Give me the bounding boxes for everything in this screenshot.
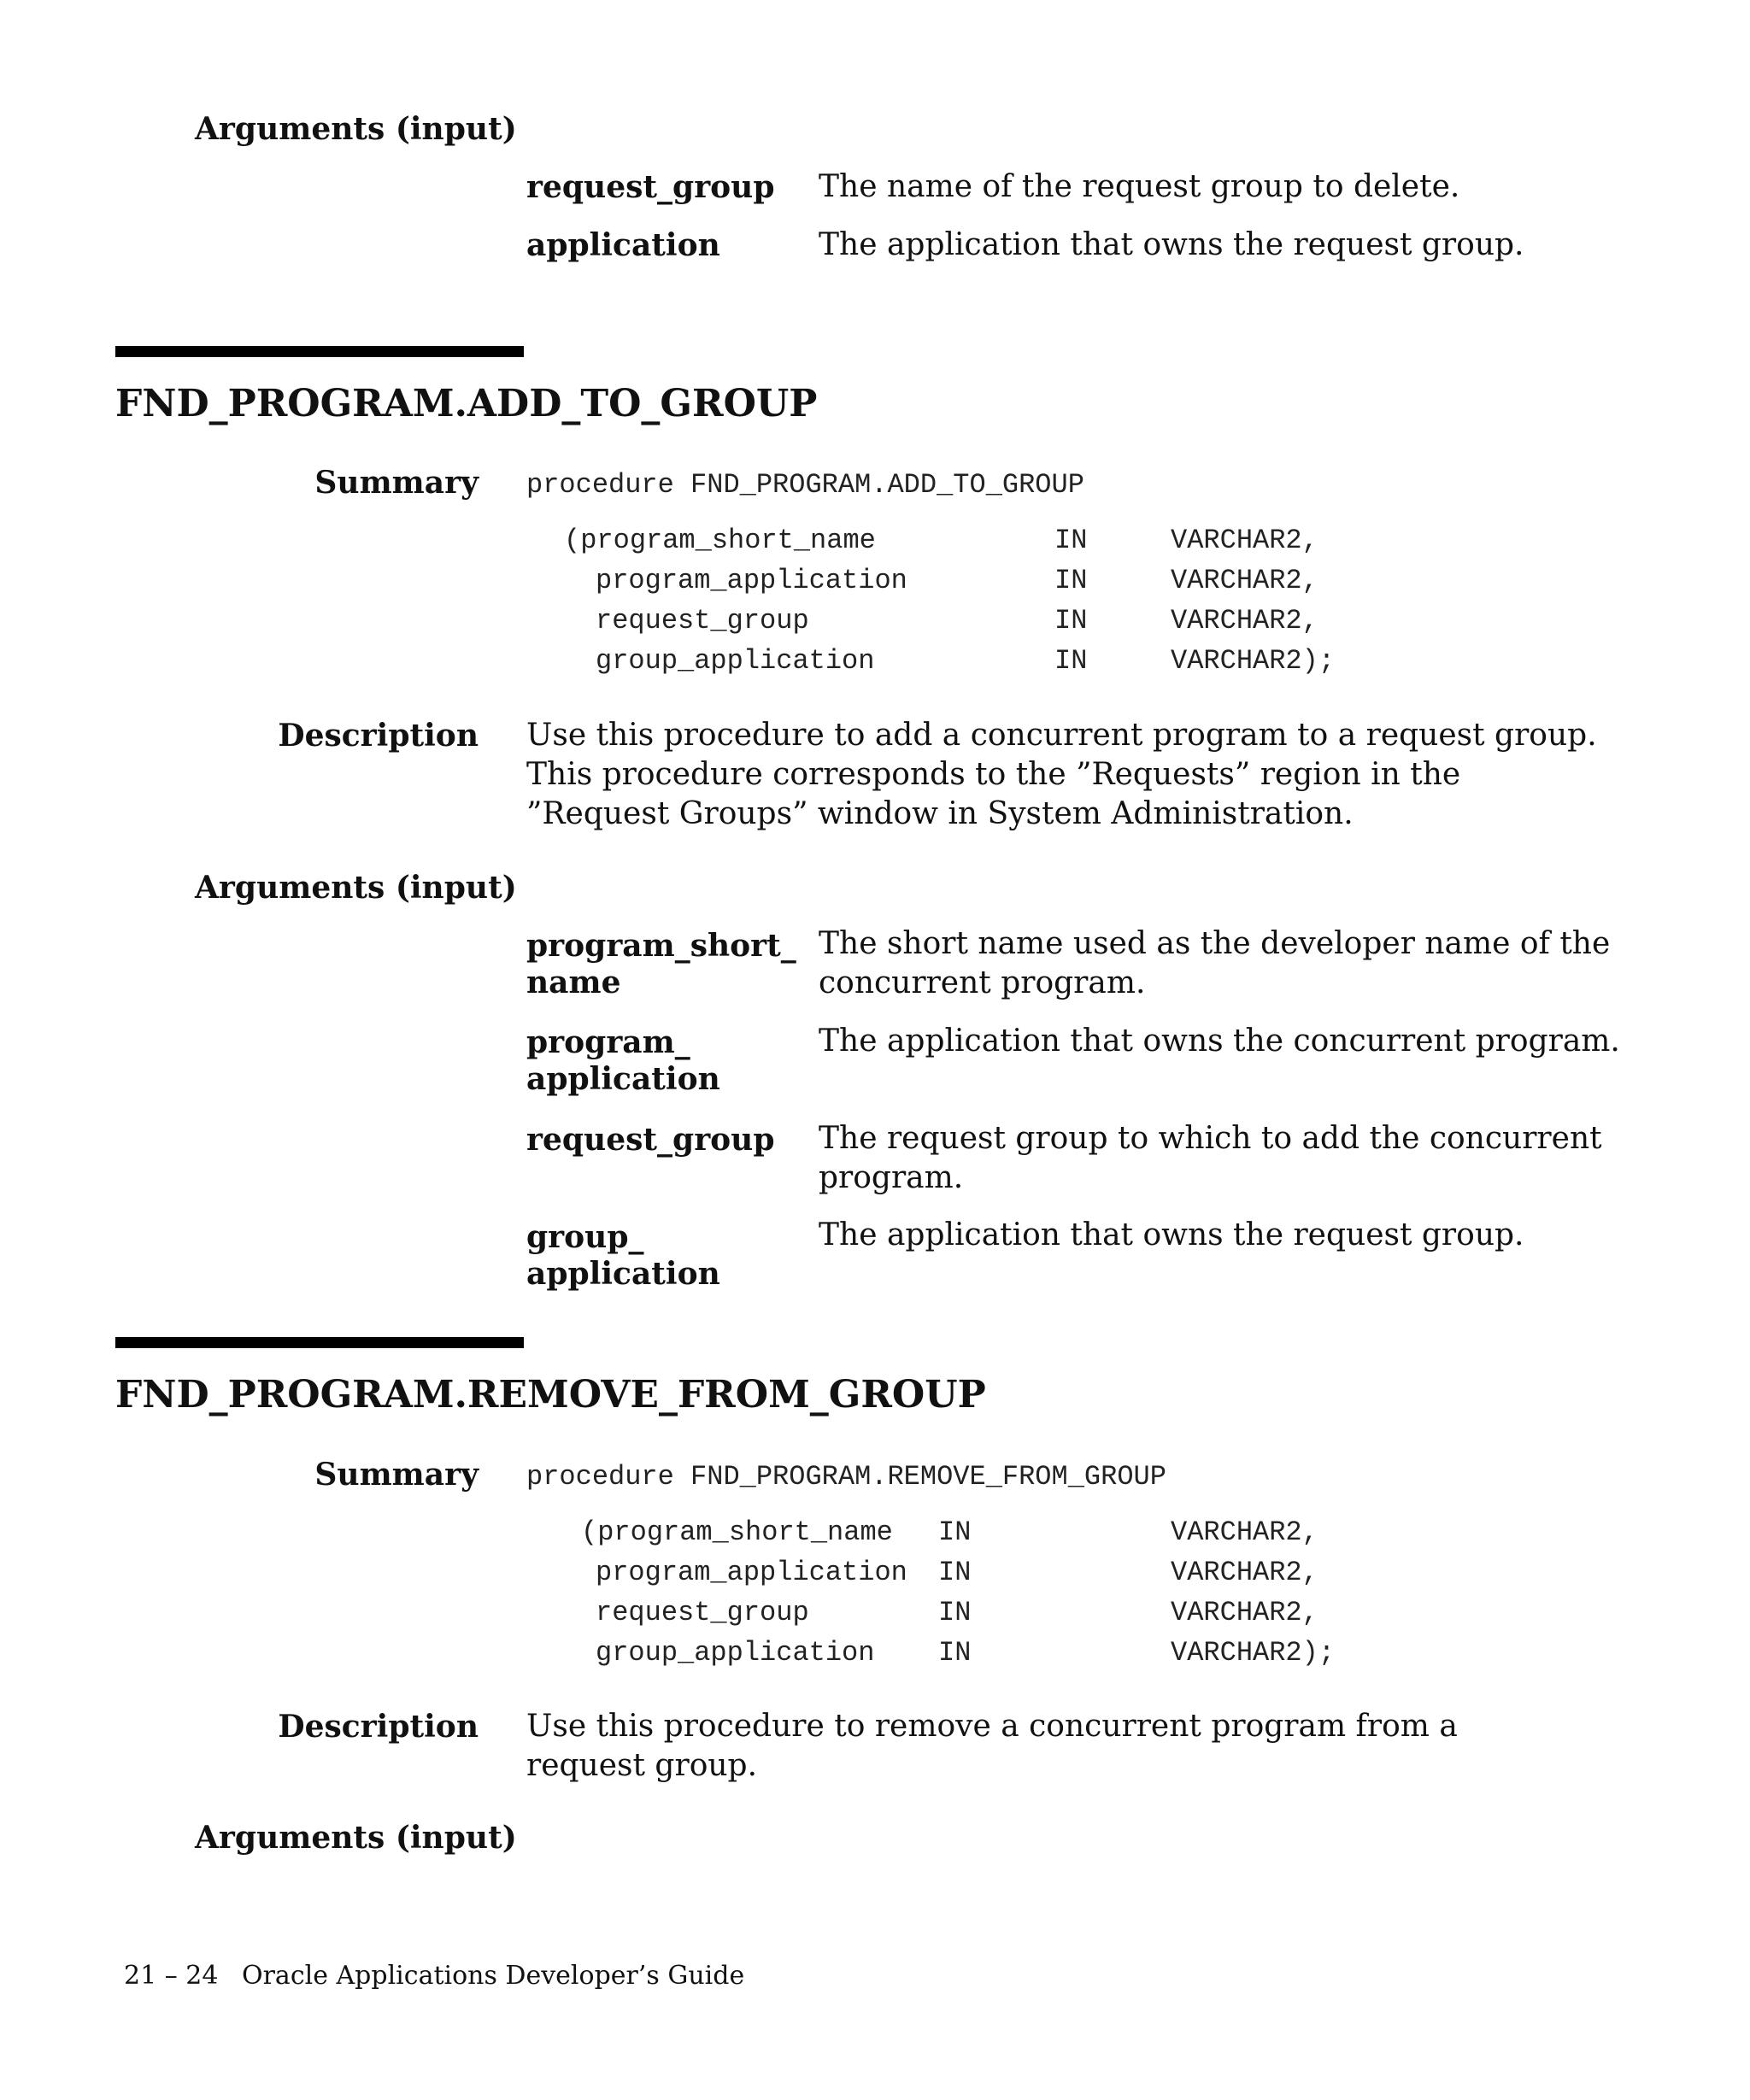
param-mode: IN bbox=[1054, 645, 1088, 677]
param-mode: IN bbox=[938, 1597, 972, 1628]
param-name: request_group bbox=[596, 1597, 809, 1628]
arg-name: program_short_ name bbox=[526, 928, 796, 1000]
param-type: VARCHAR2, bbox=[1171, 605, 1318, 636]
section-rule bbox=[115, 346, 524, 357]
arg-description: The application that owns the concurrent program. bbox=[819, 1024, 1620, 1059]
param-type: VARCHAR2, bbox=[1171, 1597, 1318, 1628]
param-name: program_application bbox=[596, 565, 907, 596]
param-name: request_group bbox=[596, 605, 809, 636]
section-heading: FND_PROGRAM.ADD_TO_GROUP bbox=[115, 382, 818, 425]
description-label: Description bbox=[278, 1709, 479, 1745]
arg-name: application bbox=[526, 227, 720, 263]
arg-description: The name of the request group to delete. bbox=[819, 169, 1460, 204]
arg-description: The request group to which to add the concurrent program. bbox=[819, 1121, 1602, 1195]
arguments-label: Arguments (input) bbox=[195, 1820, 517, 1856]
book-title: Oracle Applications Developer’s Guide bbox=[242, 1961, 745, 1991]
arg-name: request_group bbox=[526, 169, 775, 205]
param-mode: IN bbox=[1054, 605, 1088, 636]
param-type: VARCHAR2); bbox=[1171, 1637, 1336, 1669]
param-mode: IN bbox=[1054, 525, 1088, 556]
summary-label: Summary bbox=[314, 465, 479, 501]
param-name: group_application bbox=[596, 645, 875, 677]
description-label: Description bbox=[278, 718, 479, 754]
section-rule bbox=[115, 1337, 524, 1348]
summary-label: Summary bbox=[314, 1457, 479, 1493]
param-mode: IN bbox=[938, 1516, 972, 1548]
description-text: Use this procedure to add a concurrent program to a request group. This procedure corresponds to the ”Requests” region in the ”Request Groups” window in System Administration. bbox=[526, 718, 1597, 831]
section-heading: FND_PROGRAM.REMOVE_FROM_GROUP bbox=[115, 1373, 986, 1417]
param-mode: IN bbox=[938, 1557, 972, 1588]
arg-description: The application that owns the request group. bbox=[819, 227, 1524, 262]
param-type: VARCHAR2); bbox=[1171, 645, 1336, 677]
arg-name: program_ application bbox=[526, 1024, 720, 1097]
param-name: program_application bbox=[596, 1557, 907, 1588]
param-type: VARCHAR2, bbox=[1171, 1516, 1318, 1548]
description-text: Use this procedure to remove a concurrent program from a request group. bbox=[526, 1709, 1458, 1783]
param-name: (program_short_name bbox=[581, 1516, 893, 1548]
arguments-label: Arguments (input) bbox=[195, 870, 517, 906]
summary-procedure: procedure FND_PROGRAM.ADD_TO_GROUP bbox=[526, 469, 1084, 501]
param-name: group_application bbox=[596, 1637, 875, 1669]
param-name: (program_short_name bbox=[564, 525, 876, 556]
arguments-label: Arguments (input) bbox=[195, 111, 517, 147]
arg-description: The application that owns the request group. bbox=[819, 1217, 1524, 1252]
param-type: VARCHAR2, bbox=[1171, 565, 1318, 596]
param-mode: IN bbox=[1054, 565, 1088, 596]
arg-name: request_group bbox=[526, 1122, 775, 1158]
param-type: VARCHAR2, bbox=[1171, 525, 1318, 556]
summary-procedure: procedure FND_PROGRAM.REMOVE_FROM_GROUP bbox=[526, 1461, 1166, 1493]
arg-description: The short name used as the developer name of the concurrent program. bbox=[819, 926, 1611, 1000]
param-mode: IN bbox=[938, 1637, 972, 1669]
param-type: VARCHAR2, bbox=[1171, 1557, 1318, 1588]
page-number: 21 – 24 bbox=[124, 1961, 219, 1991]
arg-name: group_ application bbox=[526, 1219, 720, 1292]
